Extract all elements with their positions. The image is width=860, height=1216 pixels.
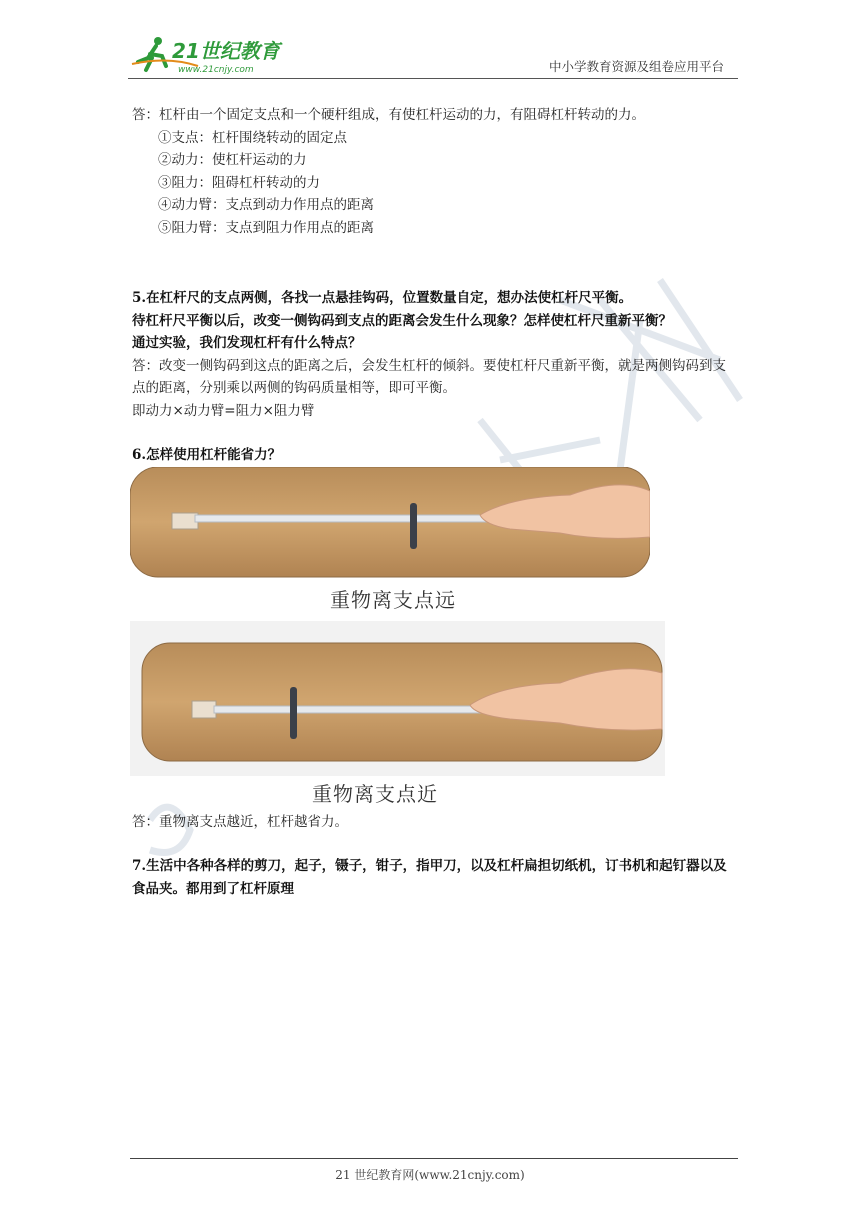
lever-photo-far-image <box>130 467 650 587</box>
document-body <box>132 104 732 900</box>
lever-photo-near <box>130 621 665 811</box>
q5-line2: 待杠杆尺平衡以后，改变一侧钩码到支点的距离会发生什么现象？怎样使杠杆尺重新平衡？ <box>132 312 672 329</box>
q6-title: 6.怎样使用杠杆能省力？ <box>132 447 282 463</box>
site-logo[interactable] <box>128 32 298 76</box>
header-platform-text: 中小学教育资源及组卷应用平台 <box>548 59 724 74</box>
svg-text:21世纪教育: 21世纪教育 <box>172 39 280 63</box>
footer-divider <box>130 1158 738 1159</box>
q5-formula: 即动力×动力臂=阻力×阻力臂 <box>132 402 315 419</box>
definition-item: ②动力：使杠杆运动的力 <box>158 152 307 168</box>
q5-answer: 答：改变一侧钩码到这点的距离之后，会发生杠杆的倾斜。要使杠杆尺重新平衡，就是两侧钩码到支点的距离，分别乘以两侧的钩码质量相等，即可平衡。 <box>132 357 726 396</box>
caption-near: 重物离支点近 <box>312 781 438 806</box>
definition-item: ③阻力：阻碍杠杆转动的力 <box>158 174 320 191</box>
definition-item: ④动力臂：支点到动力作用点的距离 <box>158 197 374 213</box>
answer-intro: 答：杠杆由一个固定支点和一个硬杆组成，有使杠杆运动的力，有阻碍杠杆转动的力。 <box>132 107 645 123</box>
q6-answer: 答：重物离支点越近，杠杆越省力。 <box>132 813 348 830</box>
caption-far: 重物离支点远 <box>330 587 456 612</box>
q5-line1: 5.在杠杆尺的支点两侧，各找一点悬挂钩码，位置数量自定，想办法使杠杆尺平衡。 <box>132 290 633 306</box>
definition-item: ①支点：杠杆围绕转动的固定点 <box>158 129 347 146</box>
definition-item: ⑤阻力臂：支点到阻力作用点的距离 <box>158 219 374 236</box>
page-header <box>128 32 738 79</box>
footer-text[interactable]: 21 世纪教育网(www.21cnjy.com) <box>335 1168 525 1182</box>
lever-photo-near-image <box>130 621 665 776</box>
svg-text:www.21cnjy.com: www.21cnjy.com <box>178 65 254 75</box>
q7-text: 7.生活中各种各样的剪刀，起子，镊子，钳子，指甲刀，以及杠杆扁担切纸机，订书机和起钉器以及食品夹。都用到了杠杆原理 <box>132 858 727 897</box>
q5-line3: 通过实验，我们发现杠杆有什么特点？ <box>132 335 362 351</box>
lever-photo-far <box>130 467 650 617</box>
